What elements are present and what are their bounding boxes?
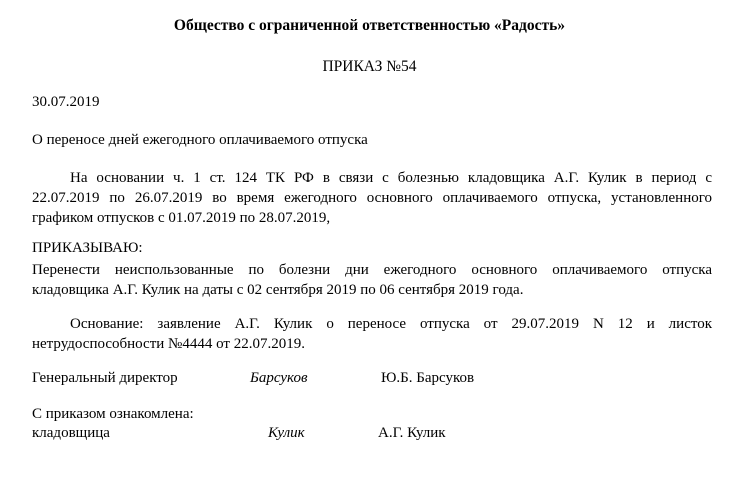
organization-name: Общество с ограниченной ответственностью «Радость» — [173, 17, 566, 34]
director-position: Генеральный директор — [32, 370, 178, 386]
basis-line: нетрудоспособности №4444 от 22.07.2019. — [32, 336, 305, 352]
preamble-line: графиком отпусков с 01.07.2019 по 28.07.2019, — [32, 210, 331, 226]
employee-name: А.Г. Кулик — [378, 425, 446, 441]
order-title: ПРИКАЗ №54 — [322, 58, 417, 75]
order-date: 30.07.2019 — [32, 94, 100, 110]
order-subject: О переносе дней ежегодного оплачиваемого отпуска — [32, 132, 368, 148]
director-signature-row — [0, 370, 739, 390]
orders-heading: ПРИКАЗЫВАЮ: — [32, 240, 143, 256]
employee-signature-row — [0, 425, 739, 445]
preamble-line: 22.07.2019 по 26.07.2019 во время ежегодного основного оплачиваемого отпуска, установленного — [32, 190, 712, 206]
employee-signature: Кулик — [268, 425, 305, 441]
employee-position: кладовщица — [32, 425, 110, 441]
director-signature: Барсуков — [250, 370, 308, 386]
director-name: Ю.Б. Барсуков — [381, 370, 475, 386]
basis-paragraph — [32, 314, 712, 354]
acknowledgement-label: С приказом ознакомлена: — [32, 406, 194, 422]
order-paragraph — [32, 260, 712, 300]
preamble-paragraph — [32, 168, 712, 228]
order-line: Перенести неиспользованные по болезни дни ежегодного основного оплачиваемого отпуска — [32, 262, 712, 278]
basis-line: Основание: заявление А.Г. Кулик о переносе отпуска от 29.07.2019 N 12 и листок — [70, 316, 712, 332]
preamble-line: На основании ч. 1 ст. 124 ТК РФ в связи с болезнью кладовщика А.Г. Кулик в период с — [70, 170, 712, 186]
order-line: кладовщика А.Г. Кулик на даты с 02 сентября 2019 по 06 сентября 2019 года. — [32, 282, 524, 298]
